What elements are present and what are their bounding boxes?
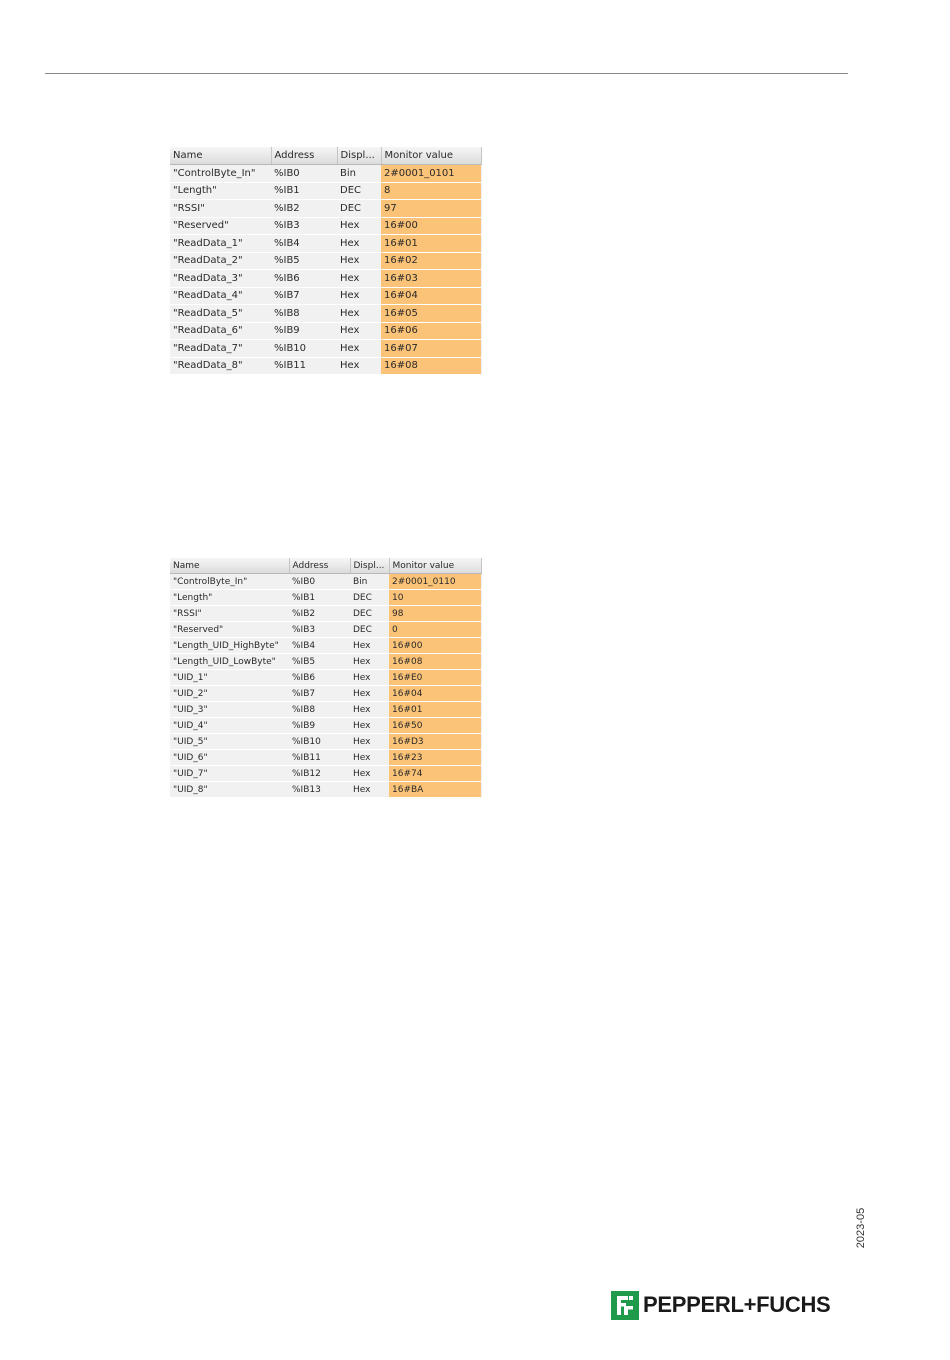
cell-name: "ControlByte_In"	[170, 165, 271, 183]
cell-display-format: Hex	[350, 638, 389, 654]
cell-name: "Length_UID_HighByte"	[170, 638, 289, 654]
cell-display-format: Hex	[337, 305, 381, 323]
header-name: Name	[170, 147, 271, 165]
cell-address: %IB11	[289, 750, 350, 766]
table-row	[170, 165, 481, 183]
header-display: Displ...	[350, 558, 389, 574]
cell-display-format: Hex	[337, 357, 381, 375]
cell-monitor-value: 8	[381, 182, 481, 200]
cell-name: "UID_7"	[170, 766, 289, 782]
cell-address: %IB7	[289, 686, 350, 702]
cell-monitor-value: 16#04	[381, 287, 481, 305]
table-row	[170, 252, 481, 270]
cell-monitor-value: 2#0001_0110	[389, 574, 481, 590]
cell-name: "ReadData_7"	[170, 340, 271, 358]
table-row	[170, 750, 481, 766]
cell-name: "RSSI"	[170, 606, 289, 622]
cell-display-format: Hex	[337, 322, 381, 340]
table-row	[170, 182, 481, 200]
cell-address: %IB10	[289, 734, 350, 750]
table-row	[170, 590, 481, 606]
document-date: 2023-05	[855, 1207, 867, 1249]
cell-display-format: DEC	[350, 590, 389, 606]
cell-name: "Reserved"	[170, 217, 271, 235]
cell-display-format: Hex	[350, 782, 389, 798]
cell-display-format: Hex	[337, 252, 381, 270]
table-row	[170, 235, 481, 253]
cell-monitor-value: 16#04	[389, 686, 481, 702]
header-display: Displ...	[337, 147, 381, 165]
cell-display-format: Hex	[350, 670, 389, 686]
cell-name: "Reserved"	[170, 622, 289, 638]
cell-address: %IB3	[289, 622, 350, 638]
cell-monitor-value: 16#08	[381, 357, 481, 375]
table-row	[170, 200, 481, 218]
header-rule	[45, 73, 848, 74]
cell-monitor-value: 16#23	[389, 750, 481, 766]
cell-display-format: Hex	[337, 235, 381, 253]
cell-address: %IB9	[271, 322, 337, 340]
cell-name: "UID_4"	[170, 718, 289, 734]
table-row	[170, 622, 481, 638]
watch-table-read-data	[170, 147, 482, 375]
cell-address: %IB2	[271, 200, 337, 218]
cell-name: "UID_2"	[170, 686, 289, 702]
cell-monitor-value: 2#0001_0101	[381, 165, 481, 183]
cell-name: "Length_UID_LowByte"	[170, 654, 289, 670]
cell-name: "ReadData_1"	[170, 235, 271, 253]
table-row	[170, 340, 481, 358]
cell-name: "ReadData_8"	[170, 357, 271, 375]
header-monitor-value: Monitor value	[389, 558, 481, 574]
header-address: Address	[271, 147, 337, 165]
cell-display-format: Hex	[337, 217, 381, 235]
table-row	[170, 322, 481, 340]
cell-monitor-value: 16#00	[381, 217, 481, 235]
cell-address: %IB7	[271, 287, 337, 305]
watch-table-uid	[170, 558, 482, 798]
cell-name: "UID_8"	[170, 782, 289, 798]
cell-monitor-value: 16#00	[389, 638, 481, 654]
header-name: Name	[170, 558, 289, 574]
cell-monitor-value: 16#05	[381, 305, 481, 323]
cell-monitor-value: 16#D3	[389, 734, 481, 750]
table-row	[170, 270, 481, 288]
cell-address: %IB9	[289, 718, 350, 734]
cell-address: %IB8	[271, 305, 337, 323]
brand-name: PEPPERL+FUCHS	[643, 1292, 831, 1317]
cell-address: %IB0	[271, 165, 337, 183]
cell-address: %IB2	[289, 606, 350, 622]
table-header-row	[170, 147, 481, 165]
cell-monitor-value: 16#E0	[389, 670, 481, 686]
cell-address: %IB6	[271, 270, 337, 288]
cell-monitor-value: 98	[389, 606, 481, 622]
table-row	[170, 305, 481, 323]
cell-name: "ReadData_3"	[170, 270, 271, 288]
cell-monitor-value: 16#01	[389, 702, 481, 718]
cell-name: "Length"	[170, 590, 289, 606]
cell-monitor-value: 16#01	[381, 235, 481, 253]
cell-address: %IB12	[289, 766, 350, 782]
cell-display-format: Hex	[337, 270, 381, 288]
cell-display-format: DEC	[350, 606, 389, 622]
cell-display-format: DEC	[337, 200, 381, 218]
table-row	[170, 686, 481, 702]
cell-display-format: Hex	[350, 734, 389, 750]
table-row	[170, 766, 481, 782]
cell-name: "RSSI"	[170, 200, 271, 218]
table-row	[170, 702, 481, 718]
cell-monitor-value: 16#74	[389, 766, 481, 782]
cell-display-format: Hex	[350, 702, 389, 718]
cell-address: %IB11	[271, 357, 337, 375]
cell-display-format: Hex	[337, 287, 381, 305]
cell-name: "UID_3"	[170, 702, 289, 718]
cell-address: %IB1	[271, 182, 337, 200]
cell-monitor-value: 16#50	[389, 718, 481, 734]
cell-address: %IB0	[289, 574, 350, 590]
table-row	[170, 287, 481, 305]
cell-display-format: Bin	[337, 165, 381, 183]
table-row	[170, 217, 481, 235]
table-header-row	[170, 558, 481, 574]
cell-display-format: Hex	[337, 340, 381, 358]
header-address: Address	[289, 558, 350, 574]
cell-monitor-value: 0	[389, 622, 481, 638]
cell-name: "ReadData_2"	[170, 252, 271, 270]
cell-address: %IB4	[289, 638, 350, 654]
cell-address: %IB8	[289, 702, 350, 718]
cell-name: "Length"	[170, 182, 271, 200]
cell-monitor-value: 16#07	[381, 340, 481, 358]
cell-display-format: DEC	[350, 622, 389, 638]
cell-address: %IB6	[289, 670, 350, 686]
table-row	[170, 782, 481, 798]
cell-name: "UID_6"	[170, 750, 289, 766]
cell-display-format: Bin	[350, 574, 389, 590]
cell-address: %IB1	[289, 590, 350, 606]
cell-display-format: DEC	[337, 182, 381, 200]
cell-name: "UID_1"	[170, 670, 289, 686]
cell-display-format: Hex	[350, 766, 389, 782]
cell-monitor-value: 16#BA	[389, 782, 481, 798]
cell-address: %IB5	[289, 654, 350, 670]
table-row	[170, 606, 481, 622]
table-row	[170, 357, 481, 375]
cell-name: "ReadData_4"	[170, 287, 271, 305]
cell-address: %IB10	[271, 340, 337, 358]
cell-monitor-value: 16#03	[381, 270, 481, 288]
cell-name: "ControlByte_In"	[170, 574, 289, 590]
cell-monitor-value: 97	[381, 200, 481, 218]
cell-display-format: Hex	[350, 750, 389, 766]
cell-monitor-value: 16#02	[381, 252, 481, 270]
table-row	[170, 718, 481, 734]
table-row	[170, 670, 481, 686]
table-row	[170, 638, 481, 654]
cell-address: %IB5	[271, 252, 337, 270]
cell-address: %IB4	[271, 235, 337, 253]
cell-name: "UID_5"	[170, 734, 289, 750]
cell-monitor-value: 16#06	[381, 322, 481, 340]
table-row	[170, 734, 481, 750]
table-row	[170, 574, 481, 590]
table-row	[170, 654, 481, 670]
cell-display-format: Hex	[350, 654, 389, 670]
cell-name: "ReadData_5"	[170, 305, 271, 323]
cell-display-format: Hex	[350, 718, 389, 734]
pepperl-fuchs-logo-icon	[611, 1291, 639, 1320]
cell-monitor-value: 16#08	[389, 654, 481, 670]
cell-display-format: Hex	[350, 686, 389, 702]
brand-logo	[611, 1290, 830, 1320]
cell-monitor-value: 10	[389, 590, 481, 606]
cell-name: "ReadData_6"	[170, 322, 271, 340]
header-monitor-value: Monitor value	[381, 147, 481, 165]
cell-address: %IB13	[289, 782, 350, 798]
cell-address: %IB3	[271, 217, 337, 235]
